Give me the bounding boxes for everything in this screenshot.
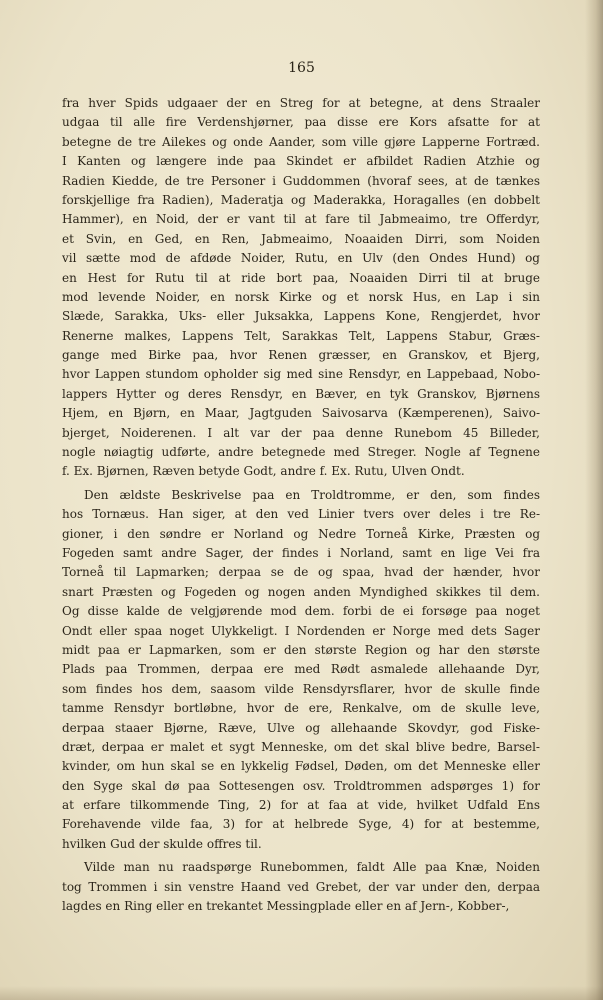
text-line: et Svin, en Ged, en Ren, Jabmeaimo, Noaaiden Dirri, som Noiden: [62, 231, 540, 246]
text-line: gange med Birke paa, hvor Renen græsser, en Granskov, et Bjerg,: [62, 348, 540, 363]
text-line: Plads paa Trommen, derpaa ere med Rødt asmalede allehaande Dyr,: [62, 662, 540, 677]
text-line: f. Ex. Bjørnen, Ræven betyde Godt, andre f. Ex. Rutu, Ulven Ondt.: [62, 464, 465, 479]
text-line: udgaa til alle fire Verdenshjørner, paa disse ere Kors afsatte for at: [62, 115, 540, 130]
text-line: Den ældste Beskrivelse paa en Troldtromme, er den, som findes: [84, 487, 540, 502]
text-line: Fogeden samt andre Sager, der findes i Norland, samt en lige Vei fra: [62, 545, 540, 560]
page-number: 165: [288, 60, 315, 76]
text-line: Og disse kalde de velgjørende mod dem. forbi de ei forsøge paa noget: [62, 604, 540, 619]
text-line: forskjellige fra Radien), Maderatja og Maderakka, Horagalles (en dobbelt: [62, 192, 540, 207]
page-edge-shadow: [585, 0, 603, 1000]
text-line: hvor Lappen stundom opholder sig med sine Rensdyr, en Lappebaad, Nobo-: [62, 367, 540, 382]
text-line: Torneå til Lapmarken; derpaa se de og spaa, hvad der hænder, hvor: [62, 565, 540, 580]
text-line: bjerget, Noiderenen. I alt var der paa denne Runebom 45 Billeder,: [62, 425, 540, 440]
text-line: mod levende Noider, en norsk Kirke og et norsk Hus, en Lap i sin: [62, 289, 540, 304]
text-line: I Kanten og længere inde paa Skindet er afbildet Radien Atzhie og: [62, 154, 540, 169]
text-line: Forehavende vilde faa, 3) for at helbrede Syge, 4) for at bestemme,: [62, 817, 540, 832]
text-line: gioner, i den søndre er Norland og Nedre Torneå Kirke, Præsten og: [62, 526, 540, 541]
text-line: den Syge skal dø paa Sottesengen osv. Troldtrommen adspørges 1) for: [62, 778, 540, 793]
text-line: en Hest for Rutu til at ride bort paa, Noaaiden Dirri til at bruge: [62, 270, 540, 285]
text-line: betegne de tre Ailekes og onde Aander, som ville gjøre Lapperne Fortræd.: [62, 134, 540, 149]
paragraph: [62, 858, 540, 916]
paragraph: [62, 486, 540, 854]
text-line: hos Tornæus. Han siger, at den ved Linier tvers over deles i tre Re-: [62, 507, 540, 522]
text-line: midt paa er Lapmarken, som er den største Region og har den største: [62, 642, 540, 657]
text-line: Ondt eller spaa noget Ulykkeligt. I Nordenden er Norge med dets Sager: [62, 623, 540, 638]
text-line: kvinder, om hun skal se en lykkelig Fødsel, Døden, om det Menneske eller: [62, 759, 540, 774]
text-line: derpaa staaer Bjørne, Ræve, Ulve og allehaande Skovdyr, god Fiske-: [62, 720, 540, 735]
body-text: [62, 94, 540, 916]
text-line: Hjem, en Bjørn, en Maar, Jagtguden Saivosarva (Kæmperenen), Saivo-: [62, 406, 540, 421]
text-line: hvilken Gud der skulde offres til.: [62, 836, 262, 851]
text-line: fra hver Spids udgaaer der en Streg for at betegne, at dens Straaler: [62, 96, 540, 110]
paragraph: [62, 94, 540, 482]
text-line: Vilde man nu raadspørge Runebommen, faldt Alle paa Knæ, Noiden: [84, 860, 540, 875]
text-line: snart Præsten og Fogeden og nogen anden Myndighed skikkes til dem.: [62, 584, 540, 599]
text-line: at erfare tilkommende Ting, 2) for at faa at vide, hvilket Udfald Ens: [62, 798, 540, 813]
text-line: Renerne malkes, Lappens Telt, Sarakkas Telt, Lappens Stabur, Græs-: [62, 328, 540, 343]
text-line: som findes hos dem, saasom vilde Rensdyrsflarer, hvor de skulle finde: [62, 681, 540, 696]
text-line: Hammer), en Noid, der er vant til at fare til Jabmeaimo, tre Offerdyr,: [62, 212, 540, 227]
page-bottom-shadow: [0, 986, 603, 1000]
text-line: Radien Kiedde, de tre Personer i Guddommen (hvoraf sees, at de tænkes: [62, 173, 540, 188]
text-line: tog Trommen i sin venstre Haand ved Grebet, der var under den, derpaa: [62, 879, 540, 894]
text-line: Slæde, Sarakka, Uks- eller Juksakka, Lappens Kone, Rengjerdet, hvor: [62, 309, 540, 324]
text-line: dræt, derpaa er malet et sygt Menneske, om det skal blive bedre, Barsel-: [62, 739, 540, 754]
text-line: nogle nøiagtig udførte, andre betegnede med Streger. Nogle af Tegnene: [62, 445, 540, 460]
text-line: tamme Rensdyr bortløbne, hvor de ere, Renkalve, om de skulle leve,: [62, 701, 540, 716]
text-line: lappers Hytter og deres Rensdyr, en Bæver, en tyk Granskov, Bjørnens: [62, 386, 540, 401]
text-line: vil sætte mod de afdøde Noider, Rutu, en Ulv (den Ondes Hund) og: [62, 251, 540, 266]
text-line: lagdes en Ring eller en trekantet Messingplade eller en af Jern-, Kobber-,: [62, 899, 510, 914]
